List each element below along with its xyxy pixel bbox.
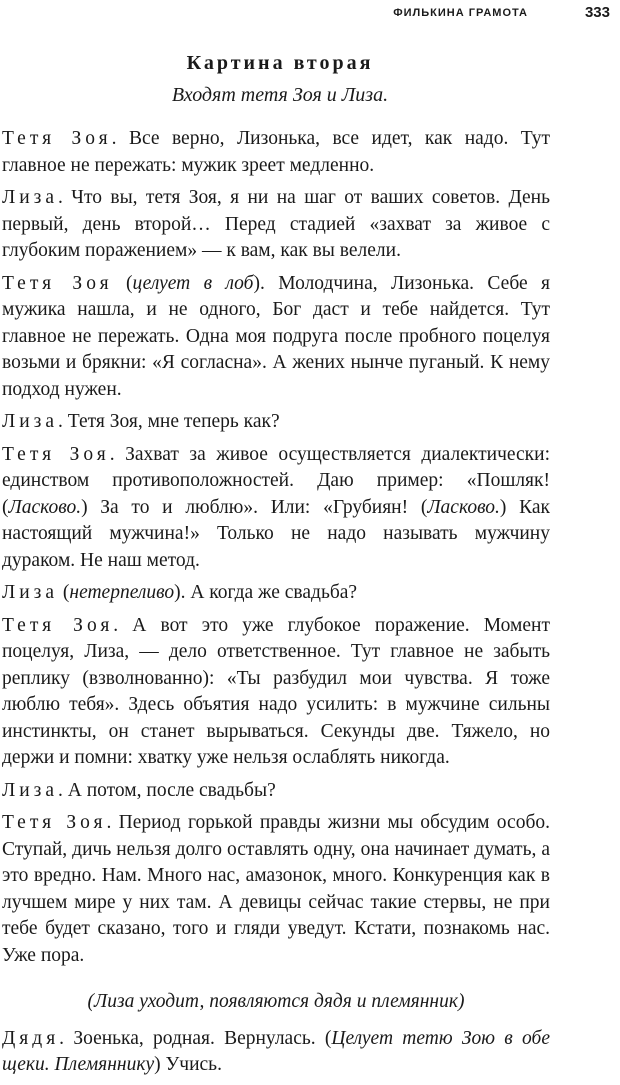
stage-direction: (Лиза уходит, появляются дядя и племянник) bbox=[87, 991, 465, 1012]
speaker-name: Тетя Зоя bbox=[2, 614, 114, 636]
speaker-name: Лиза bbox=[2, 779, 59, 801]
speaker-name: Тетя Зоя bbox=[2, 443, 110, 465]
dialogue-text: . Захват за живое осуществляется диалектически: единством противоположностей. Даю пример: «Пошляк! ( bbox=[2, 443, 551, 518]
running-title: ФИЛЬКИНА ГРАМОТА bbox=[393, 7, 528, 19]
dialogue-text: ). Молодчина, Лизонька. Себе я мужика нашла, и не одного, Бог даст и тебе найдется. Тут главное не пережать. Одна моя подруга после пробного поцелуя возьми и брякни: «Я согласна». А жених нынче пуганый. К нему подход нужен. bbox=[2, 272, 550, 400]
dialogue-paragraph bbox=[2, 580, 550, 607]
dialogue-text: . Тетя Зоя, мне теперь как? bbox=[58, 411, 280, 432]
dialogue-text: ). А когда же свадьба? bbox=[174, 582, 358, 603]
speaker-name: Лиза bbox=[2, 187, 59, 208]
dialogue-text: ) За то и люблю». Или: «Грубиян! ( bbox=[81, 496, 428, 518]
running-header bbox=[0, 4, 620, 24]
dialogue-paragraph bbox=[2, 442, 550, 575]
dialogue-paragraph bbox=[2, 126, 550, 179]
dialogue-text: ) Учись. bbox=[154, 1054, 222, 1075]
stage-direction-inline: целует в лоб bbox=[132, 272, 254, 294]
dialogue-text: . Зоенька, родная. Вернулась. ( bbox=[59, 1027, 332, 1049]
dialogue-text: . Период горькой правды жизни мы обсудим особо. Ступай, дичь нельзя долго оставлять одну, она начинает думать, а это вредно. Нам. Много нас, амазонок, много. Конкуренция как в лучшем мире у них там. А девицы сейчас такие стервы, не при тебе будет сказано, того и гляди уведут. Кстати, познакомь нас. Уже пора. bbox=[2, 812, 550, 966]
dialogue-text: ) Как настоящий мужчина!» Только не надо называть мужчину дураком. Не наш метод. bbox=[2, 496, 550, 571]
speaker-name: Тетя Зоя bbox=[2, 272, 113, 294]
scene-subtitle: Входят тетя Зоя и Лиза. bbox=[171, 84, 389, 106]
dialogue-text: . Все верно, Лизонька, все идет, как надо. Тут главное не пережать: мужик зреет медленно. bbox=[2, 128, 550, 176]
stage-direction-inline: Ласково. bbox=[427, 496, 500, 518]
dialogue-paragraph bbox=[2, 185, 550, 265]
dialogue-text: ( bbox=[58, 582, 70, 603]
speaker-name: Дядя bbox=[2, 1027, 60, 1049]
speaker-name: Тетя Зоя bbox=[2, 812, 107, 833]
dialogue-paragraph bbox=[2, 409, 550, 436]
dialogue-text: . А вот это уже глубокое поражение. Момент поцелуя, Лиза, — дело ответственное. Тут главное не забыть реплику (взволнованно): «Ты разбудил мои чувства. Я тоже люблю тебя». Здесь объятия надо усилить: в мужчине сильны инстинкты, он станет вырываться. Секунды две. Тяжело, но держи и помни: хватку уже нельзя ослаблять никогда. bbox=[2, 614, 550, 768]
dialogue-paragraph bbox=[2, 613, 550, 772]
page-body bbox=[2, 126, 550, 1085]
speaker-name: Лиза bbox=[2, 411, 59, 432]
dialogue-paragraph bbox=[2, 1026, 550, 1079]
dialogue-paragraph bbox=[2, 778, 550, 805]
dialogue-text: . Что вы, тетя Зоя, я ни на шаг от ваших советов. День первый, день второй… Перед стадией «захват за живое с глубоким поражением» — к вам, как вы велели. bbox=[2, 187, 550, 261]
speaker-name: Лиза bbox=[2, 582, 59, 603]
dialogue-paragraph bbox=[2, 271, 550, 404]
scene-title: Картина вторая bbox=[186, 52, 374, 74]
stage-direction-inline: нетерпеливо bbox=[69, 582, 175, 603]
stage-direction-inline: Ласково. bbox=[8, 496, 82, 518]
speaker-name: Тетя Зоя bbox=[2, 128, 112, 149]
page-number: 333 bbox=[584, 4, 610, 21]
dialogue-paragraph bbox=[2, 810, 550, 969]
dialogue-text: . А потом, после свадьбы? bbox=[58, 779, 276, 801]
dialogue-text: ( bbox=[112, 272, 133, 294]
stage-direction-inline: Целует тетю Зою в обе щеки. Племяннику bbox=[2, 1027, 550, 1075]
